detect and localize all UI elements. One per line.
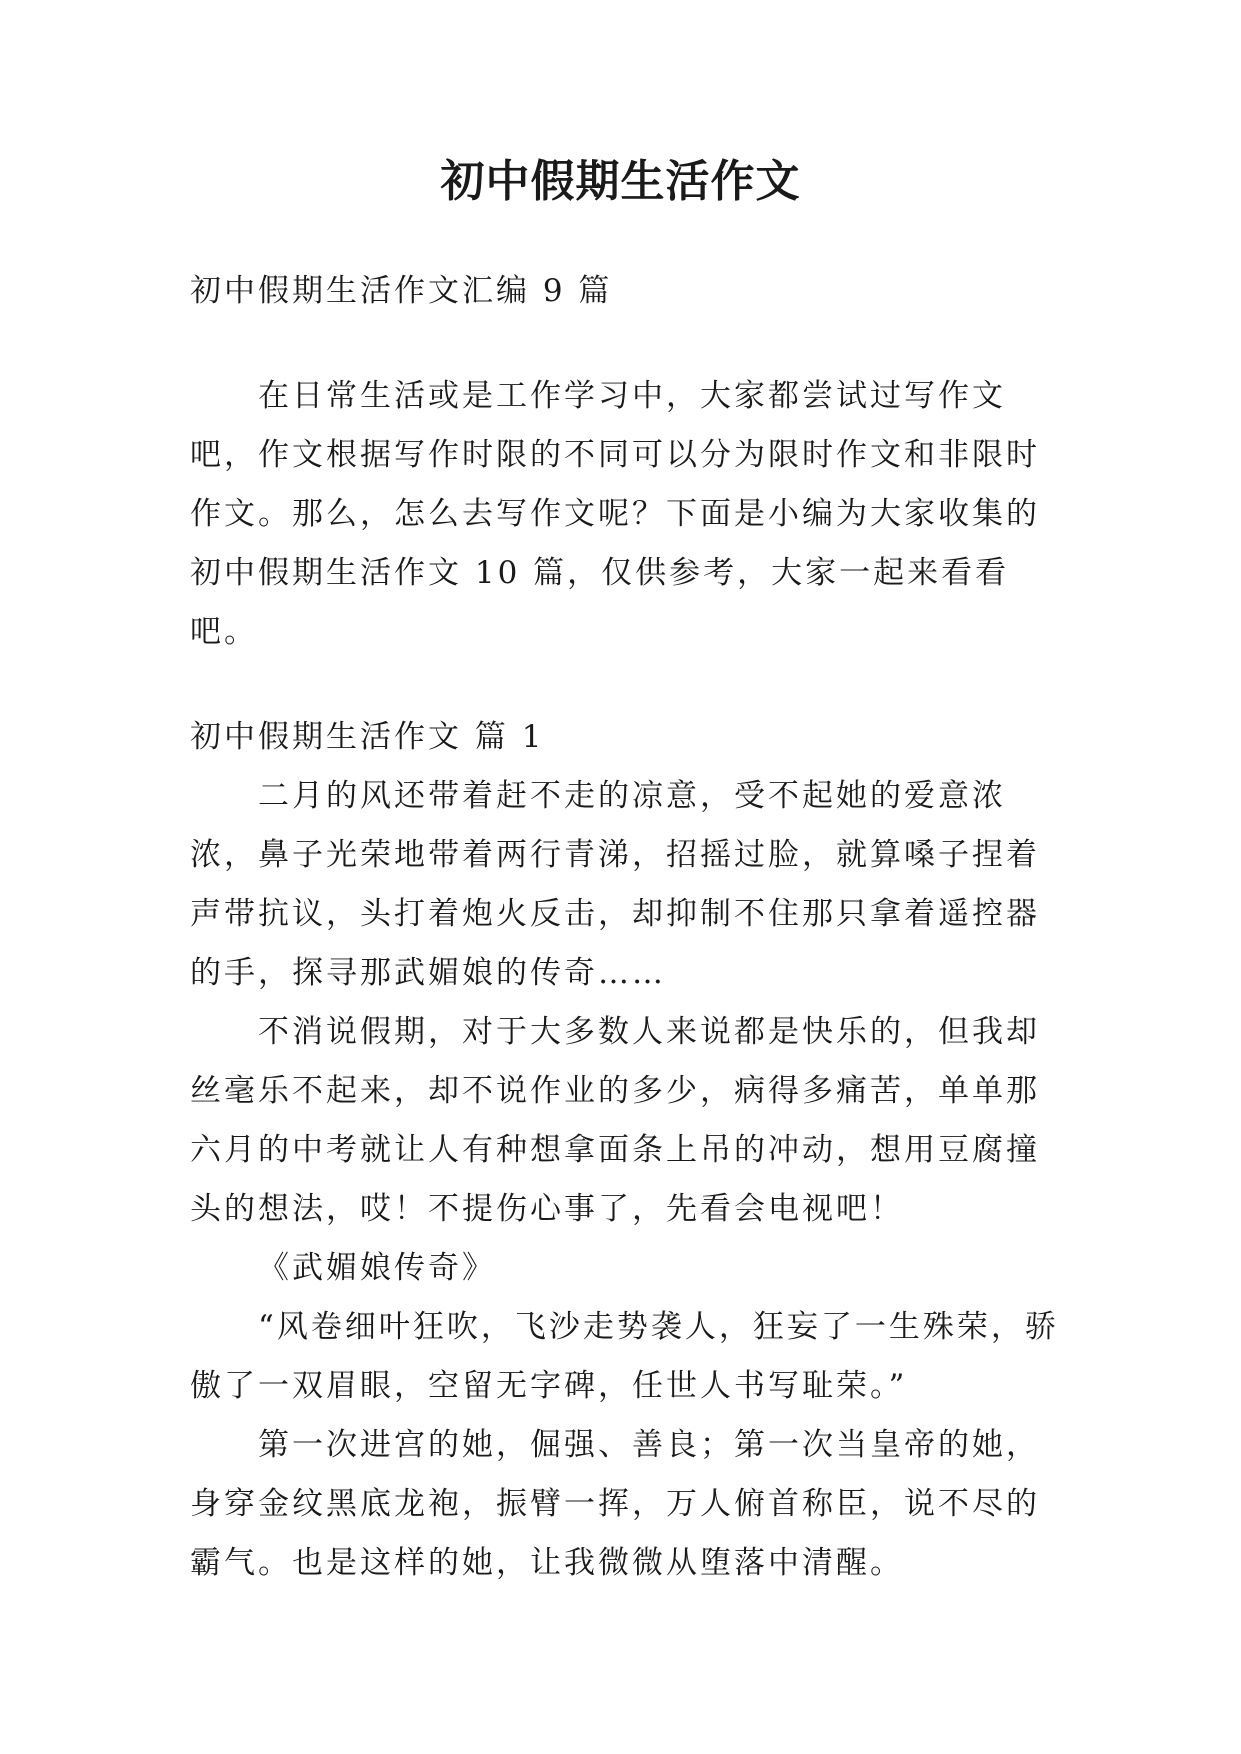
document-body xyxy=(190,262,1070,1593)
body-paragraph: 不消说假期，对于大多数人来说都是快乐的，但我却丝毫乐不起来，却不说作业的多少，病得多痛苦，单单那六月的中考就让人有种想拿面条上吊的冲动，想用豆腐撞头的想法，哎！不提伤心事了，先看会电视吧！ xyxy=(190,1014,1040,1227)
spacer xyxy=(190,321,1070,367)
body-paragraph: 第一次进宫的她，倔强、善良；第一次当皇帝的她，身穿金纹黑底龙袍，振臂一挥，万人俯首称臣，说不尽的霸气。也是这样的她，让我微微从堕落中清醒。 xyxy=(190,1427,1040,1581)
body-paragraph: 二月的风还带着赶不走的凉意，受不起她的爱意浓浓，鼻子光荣地带着两行青涕，招摇过脸，就算嗓子捏着声带抗议，头打着炮火反击，却抑制不住那只拿着遥控器的手，探寻那武媚娘的传奇…… xyxy=(190,778,1040,991)
document-subtitle: 初中假期生活作文汇编 9 篇 xyxy=(190,273,613,309)
intro-paragraph: 在日常生活或是工作学习中，大家都尝试过写作文吧，作文根据写作时限的不同可以分为限时作文和非限时作文。那么，怎么去写作文呢？下面是小编为大家收集的初中假期生活作文 10 篇，仅供参考，大家一起来看看吧。 xyxy=(190,378,1040,650)
quote-paragraph: “风卷细叶狂吹，飞沙走势袭人，狂妄了一生殊荣，骄傲了一双眉眼，空留无字碑，任世人书写耻荣。” xyxy=(190,1309,1059,1404)
book-title-line: 《武媚娘传奇》 xyxy=(258,1250,496,1286)
section-heading: 初中假期生活作文 篇 1 xyxy=(190,719,545,755)
spacer xyxy=(190,662,1070,708)
document-title: 初中假期生活作文 xyxy=(440,156,801,207)
